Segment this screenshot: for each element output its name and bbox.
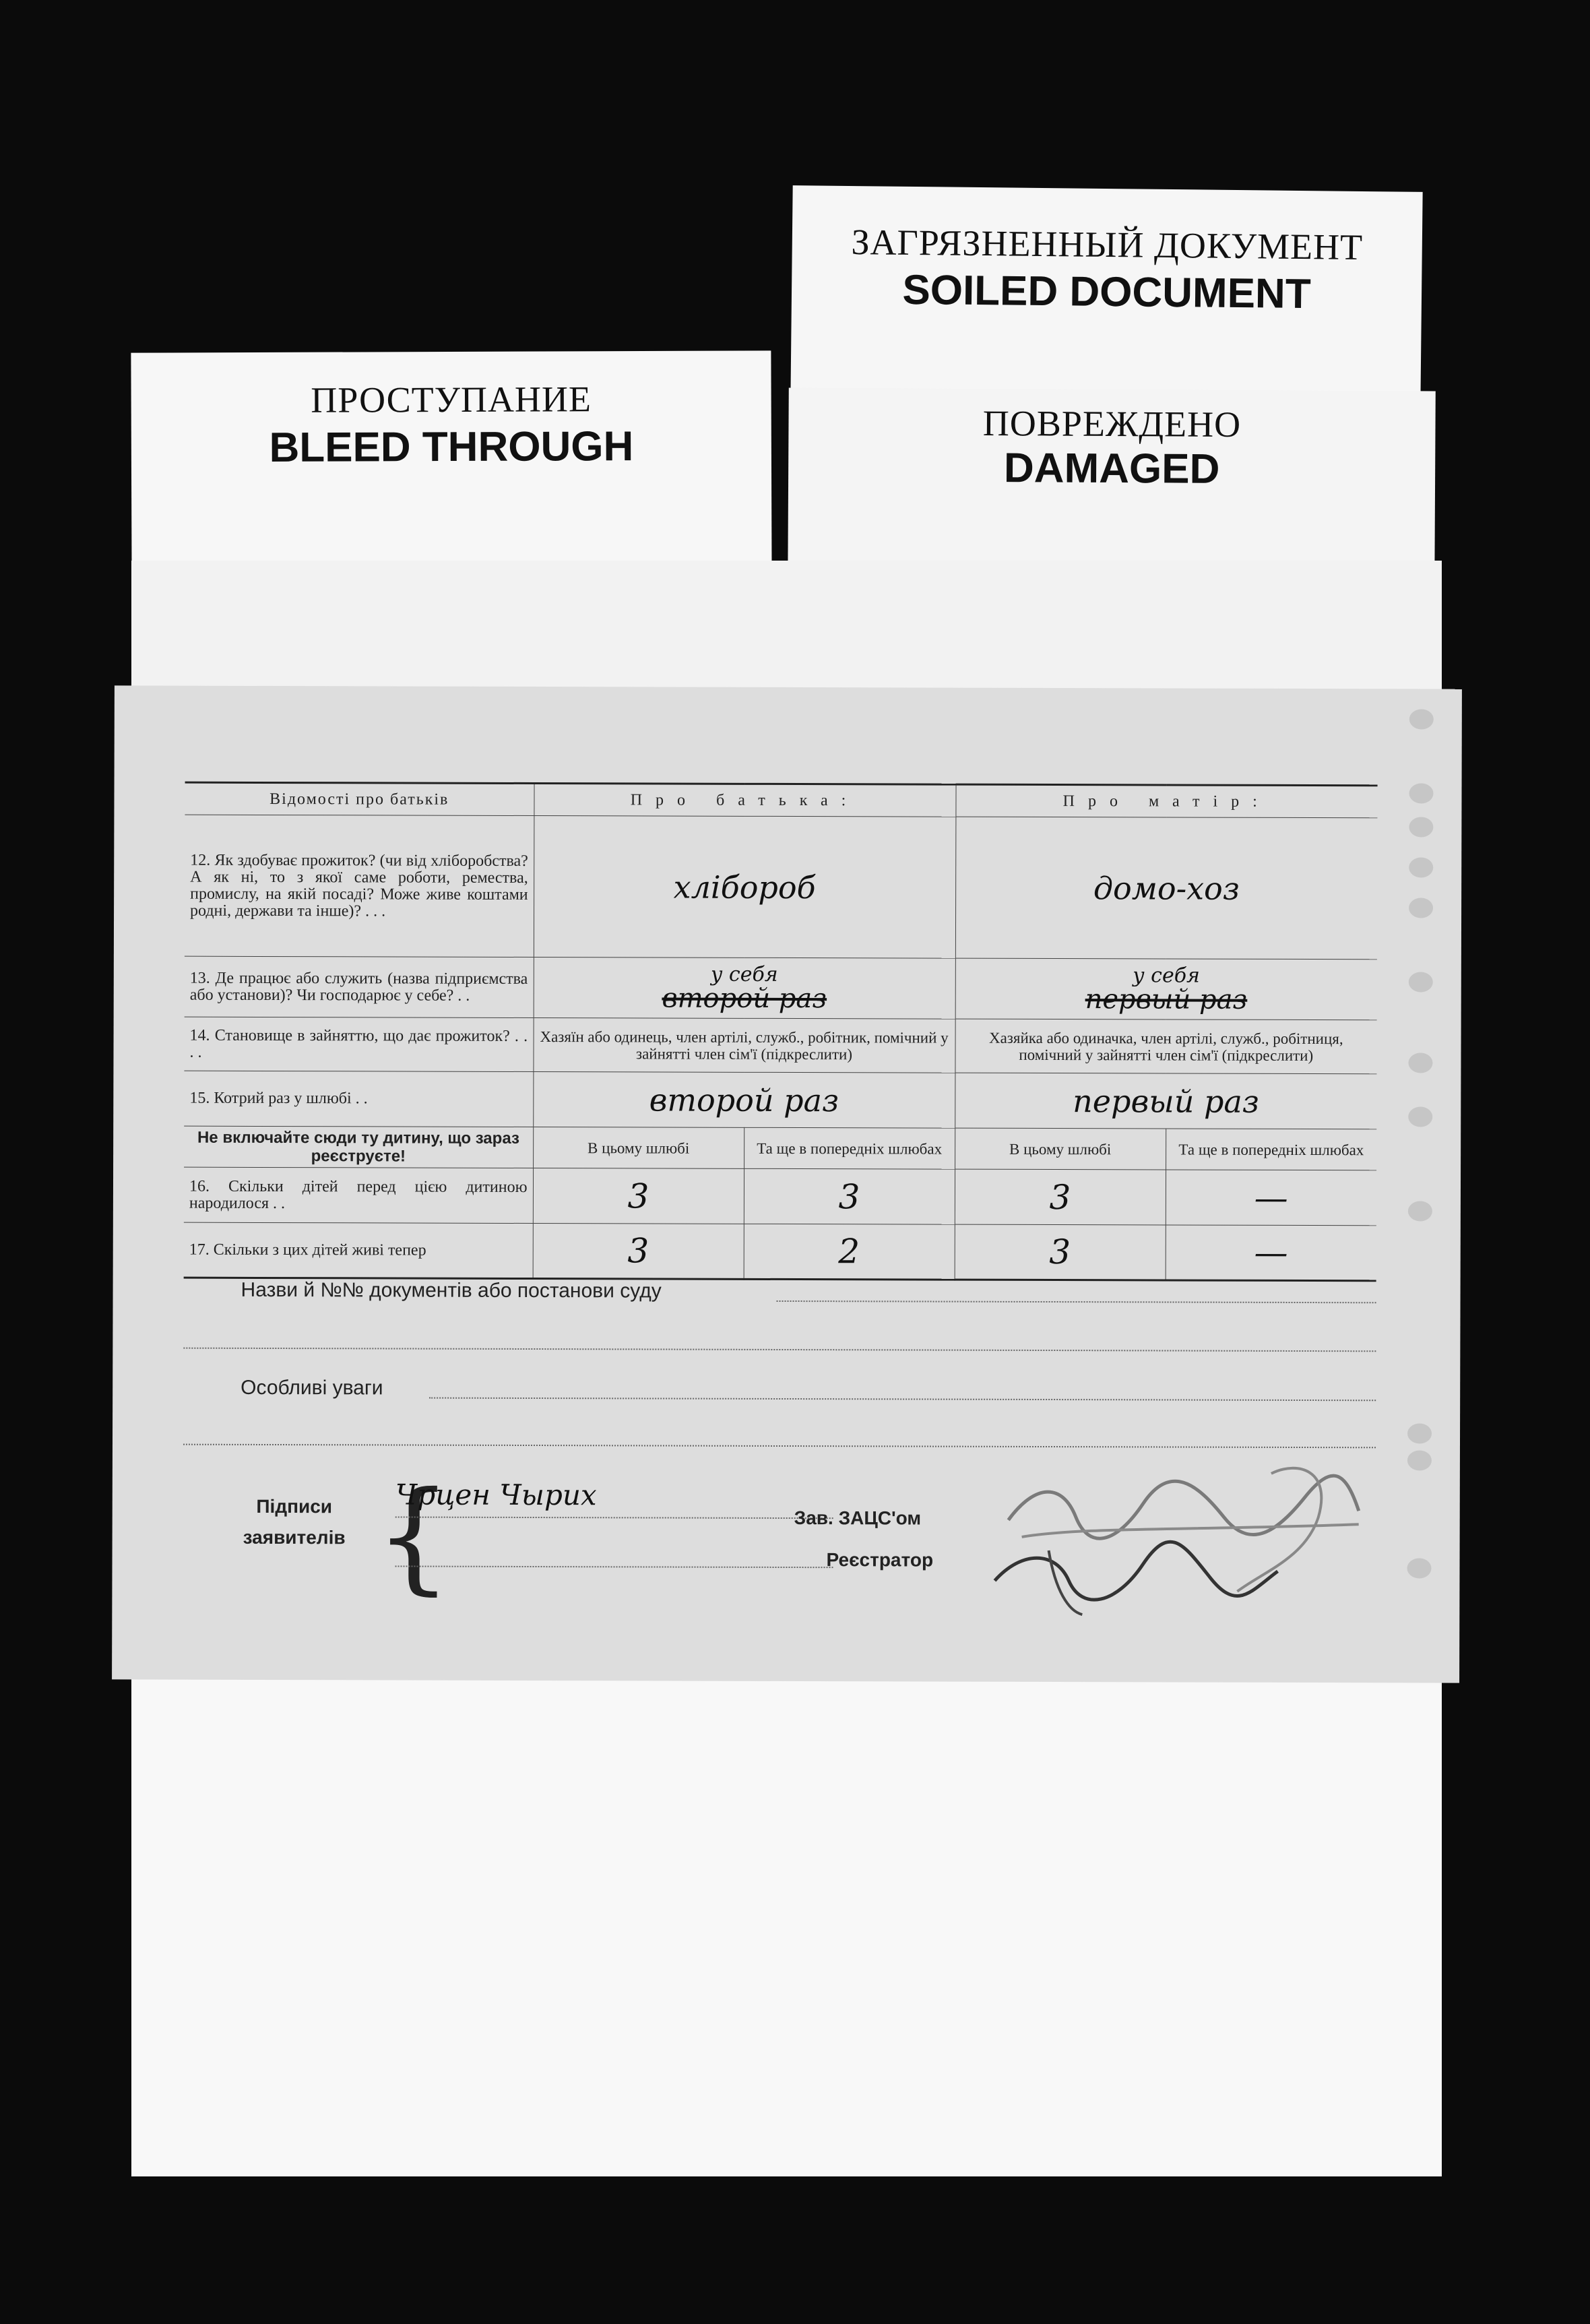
mother-this-marriage-header: В цьому шлюбі: [955, 1128, 1166, 1170]
children-subheader-row: [184, 1126, 1376, 1170]
bleed-card-title-ru: ПРОСТУПАНИЕ: [311, 379, 592, 420]
father-children-born-this: 3: [533, 1168, 744, 1224]
mother-workplace-answer: [955, 958, 1377, 1020]
parents-info-table: [184, 782, 1378, 1282]
applicant-signature: Чрцен Чырих: [395, 1478, 597, 1512]
mother-previous-marriages-header: Та ще в попередніх шлюбах: [1166, 1129, 1376, 1170]
official-signatures-scribble: [981, 1456, 1386, 1619]
father-previous-marriages-header: Та ще в попередніх шлюбах: [744, 1127, 955, 1169]
father-children-born-prev: 3: [744, 1168, 955, 1224]
question-16: 16. Скільки дітей перед цією дитиною народилося . .: [184, 1167, 533, 1223]
mother-children-alive-prev: —: [1166, 1225, 1376, 1281]
father-children-alive-this: 3: [533, 1224, 744, 1280]
signature-brace: {: [375, 1466, 453, 1607]
remarks-label: Особливі уваги: [241, 1376, 383, 1400]
soiled-document-card: [790, 185, 1422, 408]
soiled-card-title-ru: ЗАГРЯЗНЕННЫЙ ДОКУМЕНТ: [851, 222, 1364, 268]
applicant-signature-line: [395, 1516, 833, 1519]
documents-line: [777, 1300, 1376, 1303]
question-13: 13. Де працює або служить (назва підприємства або установи)? Чи господарює у себе? . .: [185, 956, 534, 1017]
bleed-through-card: [131, 350, 771, 588]
row-15-marriage-number: [184, 1071, 1376, 1129]
header-father: Про батька:: [534, 784, 955, 817]
father-marriage-number-answer: второй раз: [533, 1072, 955, 1129]
father-children-alive-prev: 2: [744, 1224, 955, 1280]
damaged-card-title-en: DAMAGED: [1003, 445, 1220, 493]
signatures-label-line2: заявителів: [243, 1526, 346, 1548]
mother-workplace-text: у себя: [1133, 963, 1200, 988]
mother-position-options: Хазяйка або одиначка, член артілі, служб., робітниця, помічний у зайнятті член сім'ї (підкреслити): [955, 1019, 1376, 1074]
row-16-children-born: [184, 1167, 1376, 1226]
mother-children-born-this: 3: [955, 1169, 1166, 1225]
row-12-livelihood: [185, 815, 1378, 960]
father-workplace-text: у себя: [710, 962, 778, 986]
father-livelihood-answer: хлібороб: [534, 816, 956, 959]
underlying-sheet: [131, 1658, 1442, 2176]
children-exclusion-note: Не включайте сюди ту дитину, що зараз реєструєте!: [184, 1126, 533, 1168]
documents-line-2: [183, 1348, 1376, 1352]
mother-children-born-prev: —: [1166, 1170, 1376, 1226]
damaged-card-title-ru: ПОВРЕЖДЕНО: [982, 402, 1242, 445]
remarks-line-2: [183, 1444, 1376, 1449]
question-15: 15. Котрий раз у шлюбі . .: [184, 1071, 533, 1127]
remarks-line: [429, 1397, 1376, 1402]
father-this-marriage-header: В цьому шлюбі: [533, 1127, 744, 1169]
question-17: 17. Скільки з цих дітей живі тепер: [184, 1222, 533, 1278]
documents-label: Назви й №№ документів або постанови суду: [241, 1278, 662, 1302]
torn-binding-edge: [1407, 689, 1450, 1683]
father-workplace-answer: [534, 957, 955, 1019]
registration-form: [112, 685, 1462, 1683]
header-mother: Про матір:: [955, 784, 1377, 818]
row-17-children-alive: [184, 1222, 1376, 1281]
header-parents-info: Відомості про батьків: [185, 782, 534, 815]
question-12: 12. Як здобуває прожиток? (чи від хліборобства? А як ні, то з якої саме роботи, ремества, промислу, на якій посаді? Може живе коштами родні, держави та інше)? . . .: [185, 815, 534, 957]
bleed-card-title-en: BLEED THROUGH: [269, 423, 634, 471]
applicants-signature-label: [224, 1491, 365, 1554]
father-workplace-struck: второй раз: [662, 982, 827, 1014]
row-13-workplace: [185, 956, 1377, 1020]
row-14-position: [184, 1017, 1376, 1074]
zags-head-label: Зав. ЗАЦС'ом: [794, 1507, 922, 1529]
applicant-signature-line-2: [395, 1565, 833, 1568]
father-position-options: Хазяїн або одинець, член артілі, служб., робітник, помічний у зайнятті член сім'ї (підкреслити): [533, 1018, 955, 1073]
signatures-label-line1: Підписи: [256, 1495, 333, 1517]
question-14: 14. Становище в зайняттю, що дає прожиток? . . . .: [184, 1017, 533, 1071]
mother-children-alive-this: 3: [955, 1224, 1166, 1280]
mother-marriage-number-answer: первый раз: [955, 1073, 1376, 1129]
mother-livelihood-answer: домо-хоз: [955, 817, 1378, 960]
registrar-label: Реєстратор: [826, 1549, 934, 1571]
soiled-card-title-en: SOILED DOCUMENT: [902, 266, 1312, 318]
table-header-row: [185, 782, 1377, 818]
mother-workplace-struck: первый раз: [1085, 983, 1248, 1015]
